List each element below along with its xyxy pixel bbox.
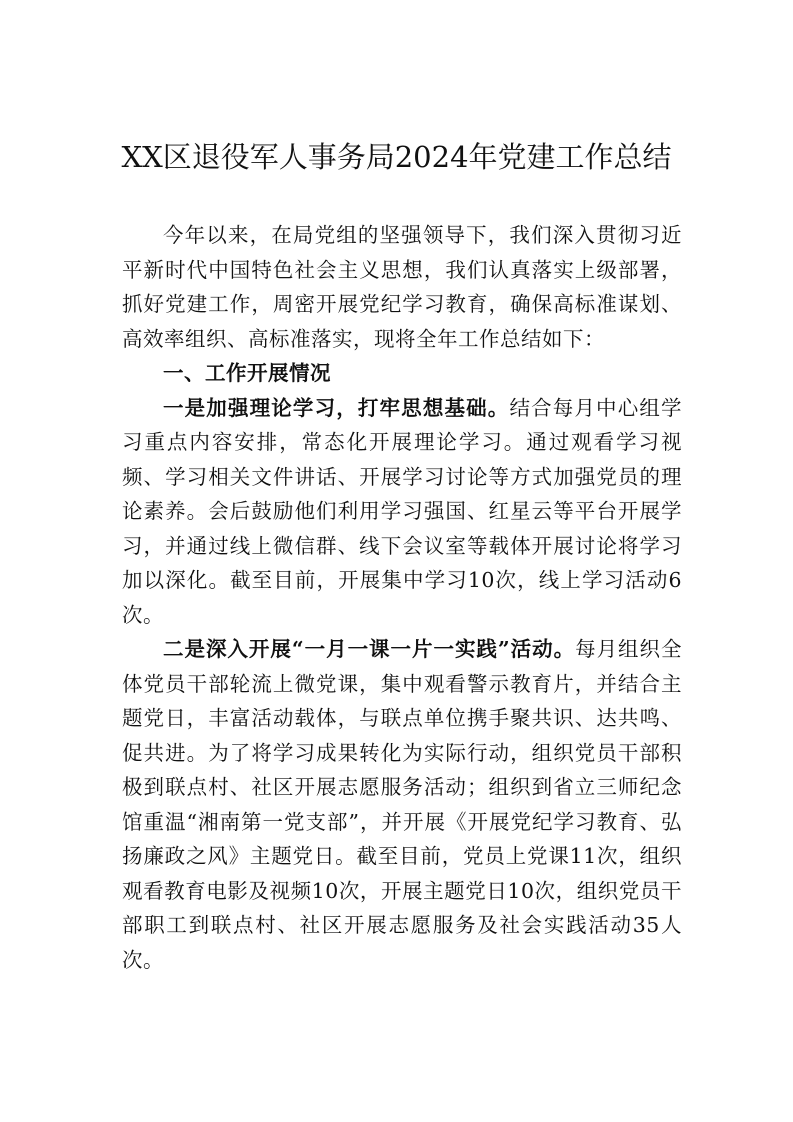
paragraph-text: 结合每月中心组学习重点内容安排，常态化开展理论学习。通过观看学习视频、学习相关文件讲话、开展学习讨论等方式加强党员的理论素养。会后鼓励他们利用学习强国、红星云等平台开展学习，并通过线上微信群、线下会议室等载体开展讨论将学习加以深化。截至目前，开展集中学习10次，线上学习活动6次。 <box>122 395 683 627</box>
section-heading: 一、工作开展情况 <box>163 361 331 385</box>
paragraph-text: 每月组织全体党员干部轮流上微党课，集中观看警示教育片，并结合主题党日，丰富活动载体，与联点单位携手聚共识、达共鸣、促共进。为了将学习成果转化为实际行动，组织党员干部积极到联点村、社区开展志愿服务活动；组织到省立三师纪念馆重温“湘南第一党支部”，并开展《开展党纪学习教育、弘扬廉政之风》主题党日。截至目前，党员上党课11次，组织观看教育电影及视频10次，开展主题党日10次，组织党员干部职工到联点村、社区开展志愿服务及社会实践活动35人次。 <box>122 637 682 972</box>
document-body <box>122 218 682 977</box>
paragraph-monthly-activity <box>122 632 682 977</box>
paragraph-lead: 二是深入开展“一月一课一片一实践”活动。 <box>163 637 576 661</box>
paragraph-theory-study <box>122 391 682 633</box>
document-title: XX区退役军人事务局2024年党建工作总结 <box>121 140 672 174</box>
intro-paragraph: 今年以来，在局党组的坚强领导下，我们深入贯彻习近平新时代中国特色社会主义思想，我们认真落实上级部署，抓好党建工作，周密开展党纪学习教育，确保高标准谋划、高效率组织、高标准落实，现将全年工作总结如下： <box>122 223 682 351</box>
paragraph-lead: 一是加强理论学习，打牢思想基础。 <box>163 395 510 420</box>
